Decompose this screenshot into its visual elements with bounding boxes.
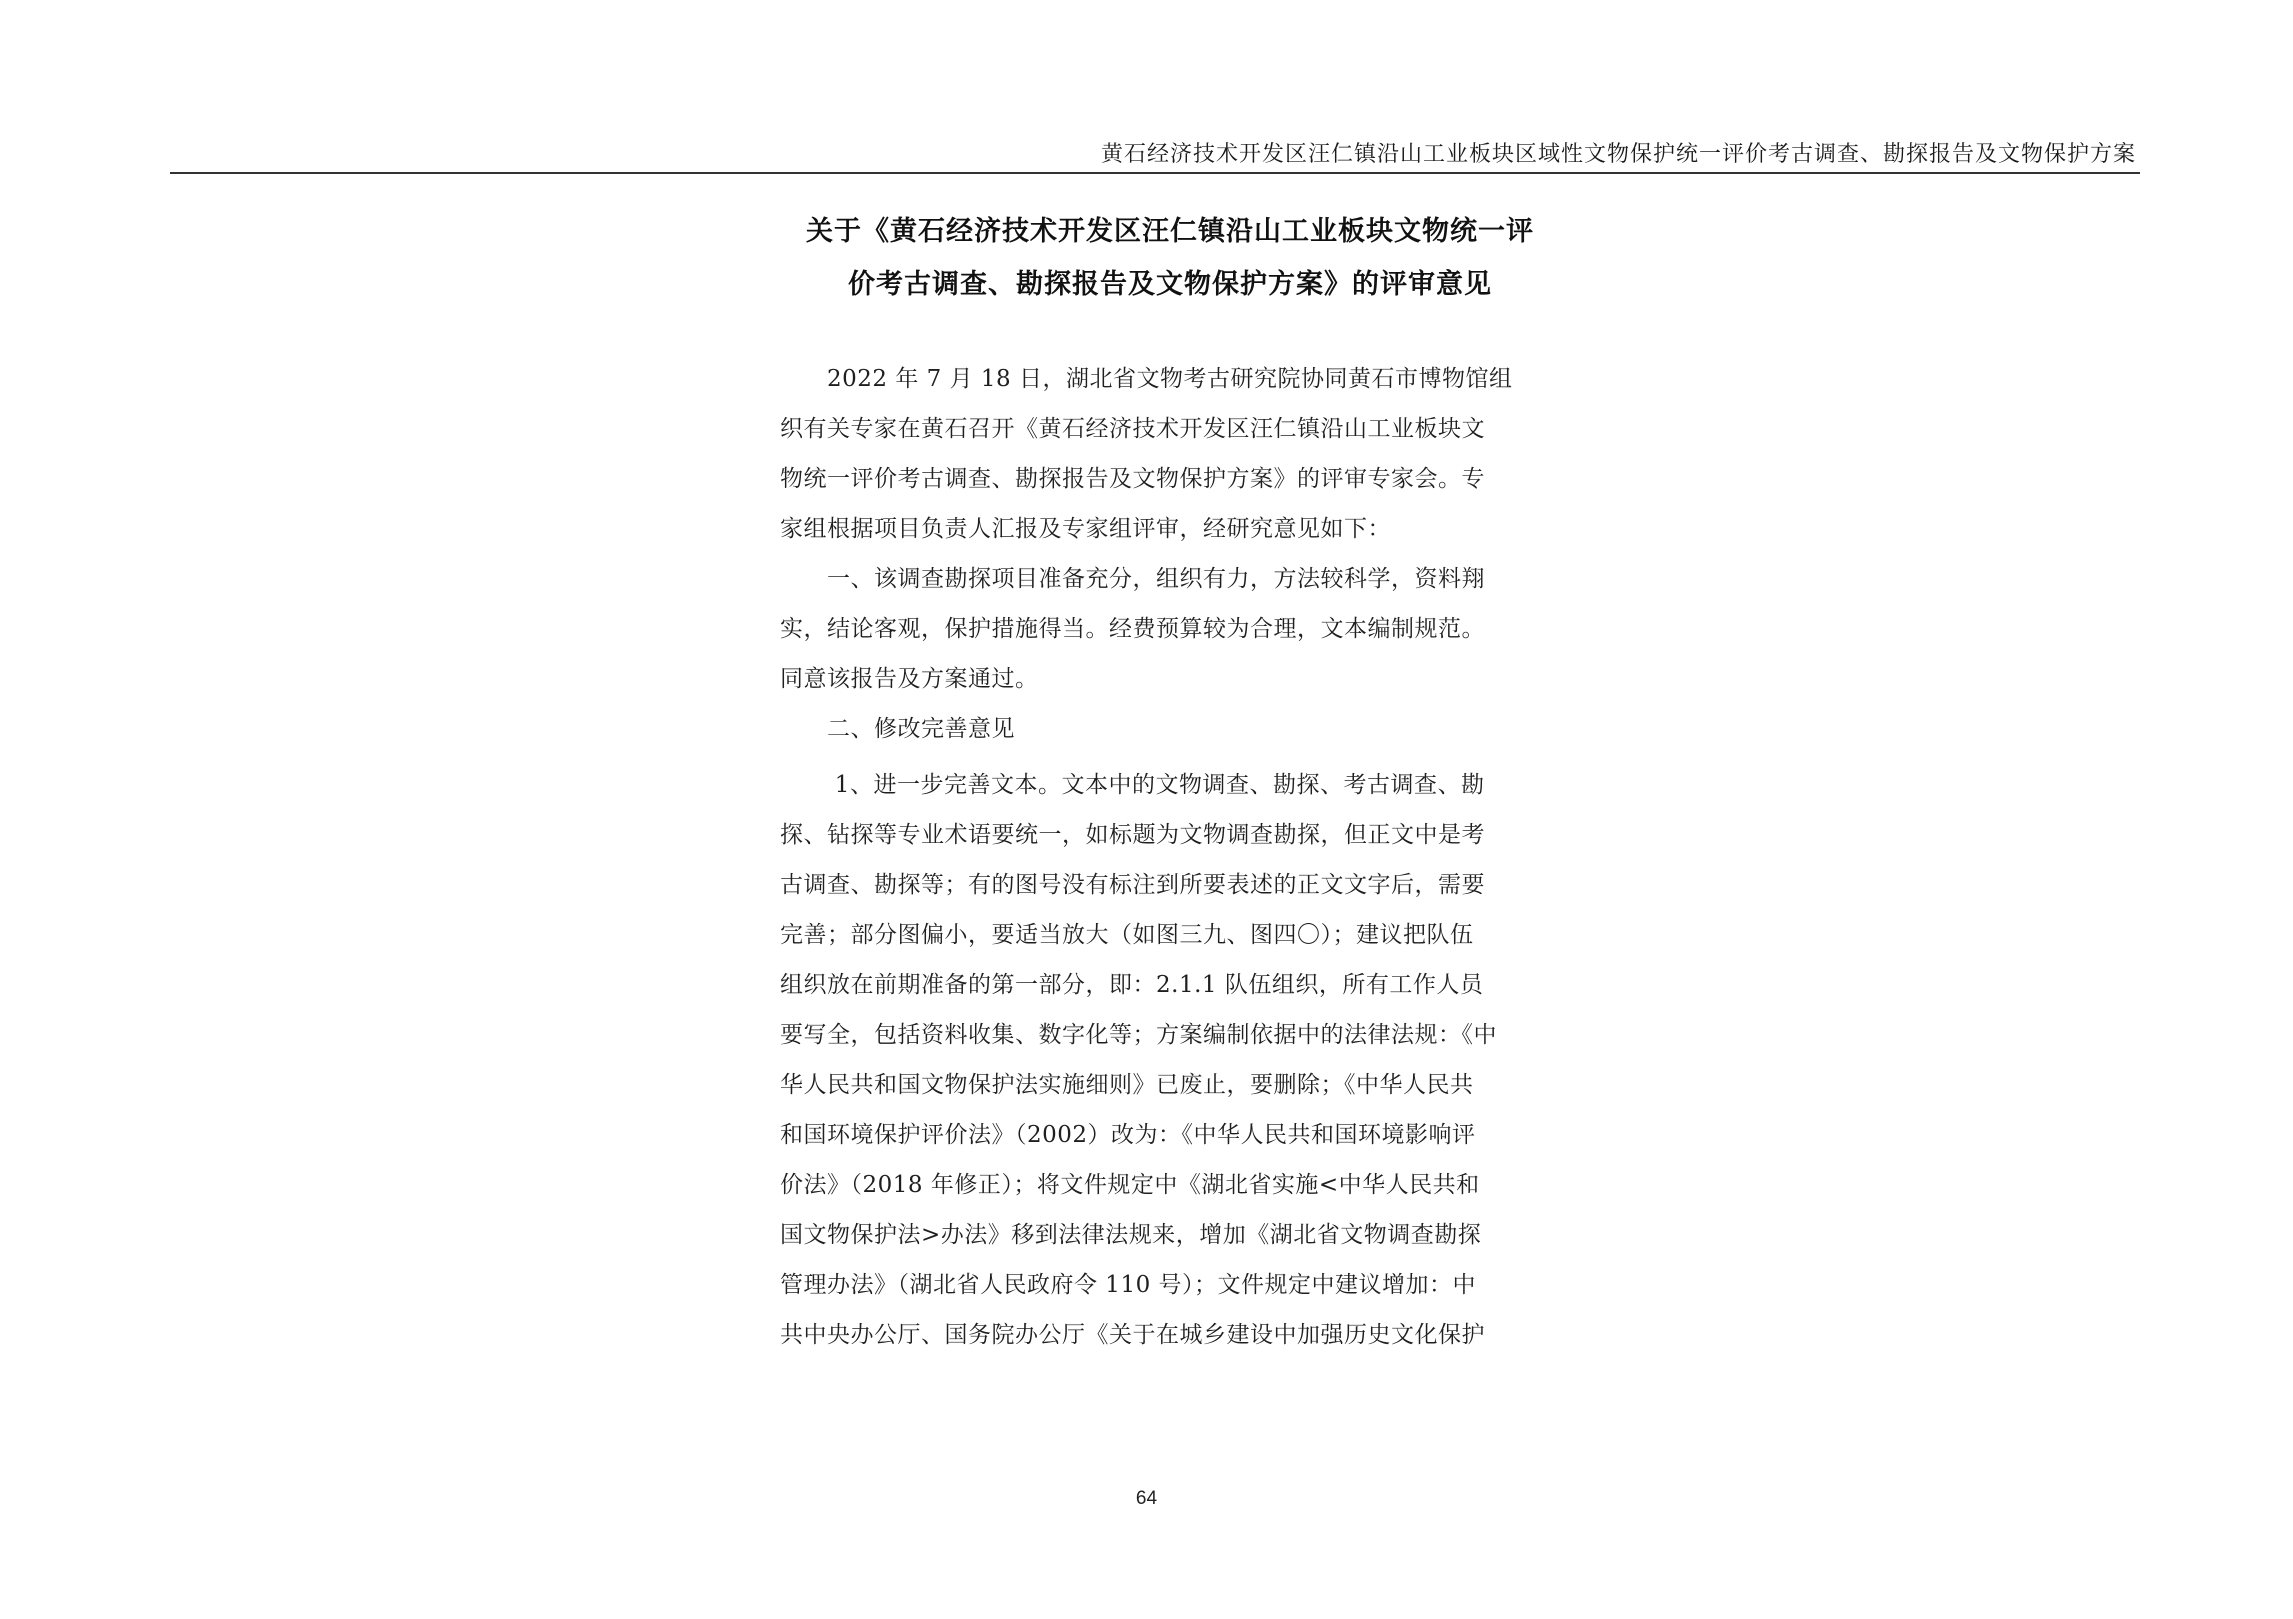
paragraph-intro [780,354,1560,554]
text-line: 探、钻探等专业术语要统一，如标题为文物调查勘探，但正文中是考 [780,822,1485,848]
running-header [170,138,2140,174]
scanned-document-block [780,205,1560,1425]
text-line: 国文物保护法>办法》移到法律法规来，增加《湖北省文物调查勘探 [780,1222,1482,1248]
text-line: 要写全，包括资料收集、数字化等；方案编制依据中的法律法规：《中 [780,1022,1497,1048]
text-line: 物统一评价考古调查、勘探报告及文物保护方案》的评审专家会。专 [780,466,1485,492]
text-line: 家组根据项目负责人汇报及专家组评审，经研究意见如下： [780,516,1391,542]
page-number: 64 [1135,1488,1158,1509]
running-header-title: 黄石经济技术开发区汪仁镇沿山工业板块区域性文物保护统一评价考古调查、勘探报告及文物保护方案 [1100,142,2136,167]
text-line: 同意该报告及方案通过。 [780,666,1039,692]
text-line: 二、修改完善意见 [780,716,1015,742]
text-line: 一、该调查勘探项目准备充分，组织有力，方法较科学，资料翔 [780,566,1485,592]
text-line: 组织放在前期准备的第一部分，即：2.1.1 队伍组织，所有工作人员 [780,972,1484,998]
document-title-line: 价考古调查、勘探报告及文物保护方案》的评审意见 [848,269,1492,300]
text-line: 管理办法》（湖北省人民政府令 110 号）；文件规定中建议增加：中 [780,1272,1477,1298]
text-line: 完善；部分图偏小，要适当放大（如图三九、图四〇）；建议把队伍 [780,922,1474,948]
text-line: 华人民共和国文物保护法实施细则》已废止，要删除；《中华人民共 [780,1072,1474,1098]
paragraph-revision-item-one [780,760,1560,1360]
text-line: 和国环境保护评价法》（2002）改为：《中华人民共和国环境影响评 [780,1122,1476,1148]
document-body [780,354,1560,1360]
paragraph-opinion-two-heading [780,704,1560,754]
text-line: 实，结论客观，保护措施得当。经费预算较为合理，文本编制规范。 [780,616,1485,642]
text-line: 古调查、勘探等；有的图号没有标注到所要表述的正文文字后，需要 [780,872,1485,898]
text-line: 1、进一步完善文本。文本中的文物调查、勘探、考古调查、勘 [780,772,1485,798]
document-title [780,205,1560,311]
paragraph-opinion-one [780,554,1560,704]
text-line: 共中央办公厅、国务院办公厅《关于在城乡建设中加强历史文化保护 [780,1322,1485,1348]
text-line: 价法》（2018 年修正）；将文件规定中《湖北省实施<中华人民共和 [780,1172,1480,1198]
document-title-line: 关于《黄石经济技术开发区汪仁镇沿山工业板块文物统一评 [806,216,1534,247]
text-line: 织有关专家在黄石召开《黄石经济技术开发区汪仁镇沿山工业板块文 [780,416,1485,442]
text-line: 2022 年 7 月 18 日，湖北省文物考古研究院协同黄石市博物馆组 [780,366,1513,392]
